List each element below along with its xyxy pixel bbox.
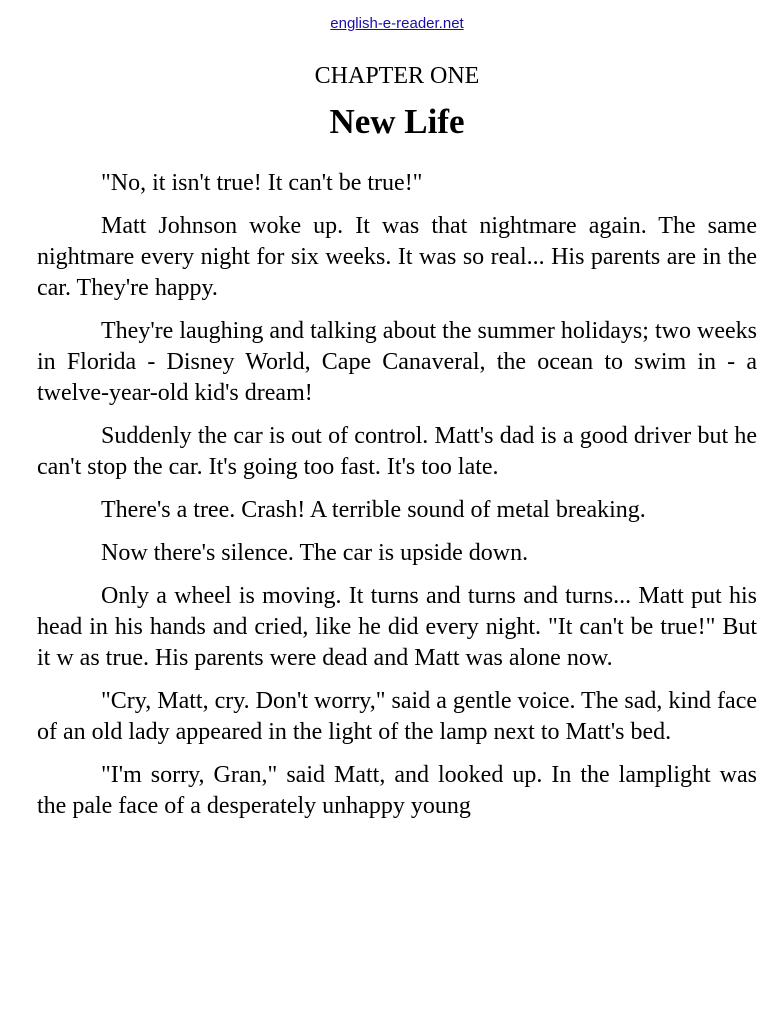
chapter-label: CHAPTER ONE	[314, 63, 480, 89]
paragraph-5: There's a tree. Crash! A terrible sound of metal breaking.	[101, 497, 646, 523]
document-page	[37, 0, 757, 834]
paragraph-3: They're laughing and talking about the summer holidays; two weeks in Florida - Disney World, Cape Canaveral, the ocean to swim in - a twelve-year-old kid's dream!	[37, 318, 757, 406]
paragraph-2: Matt Johnson woke up. It was that nightmare again. The same nightmare every night for six weeks. It was so real... His parents are in the car. They're happy.	[37, 213, 757, 301]
paragraph-8: "Cry, Matt, cry. Don't worry," said a gentle voice. The sad, kind face of an old lady appeared in the light of the lamp next to Matt's bed.	[37, 688, 757, 745]
paragraph-6: Now there's silence. The car is upside down.	[101, 540, 529, 566]
chapter-title: New Life	[329, 102, 465, 141]
paragraph-7: Only a wheel is moving. It turns and turns and turns... Matt put his head in his hands and cried, like he did every night. "It can't be true!" But it w as true. His parents were dead and Matt was alone now.	[37, 583, 757, 671]
paragraph-9: "I'm sorry, Gran," said Matt, and looked up. In the lamplight was the pale face of a desperately unhappy young	[37, 762, 757, 819]
chapter-body	[37, 168, 757, 822]
paragraph-1: "No, it isn't true! It can't be true!"	[101, 170, 423, 196]
site-link[interactable]: english-e-reader.net	[330, 15, 464, 32]
paragraph-4: Suddenly the car is out of control. Matt's dad is a good driver but he can't stop the car. It's going too fast. It's too late.	[37, 423, 757, 480]
